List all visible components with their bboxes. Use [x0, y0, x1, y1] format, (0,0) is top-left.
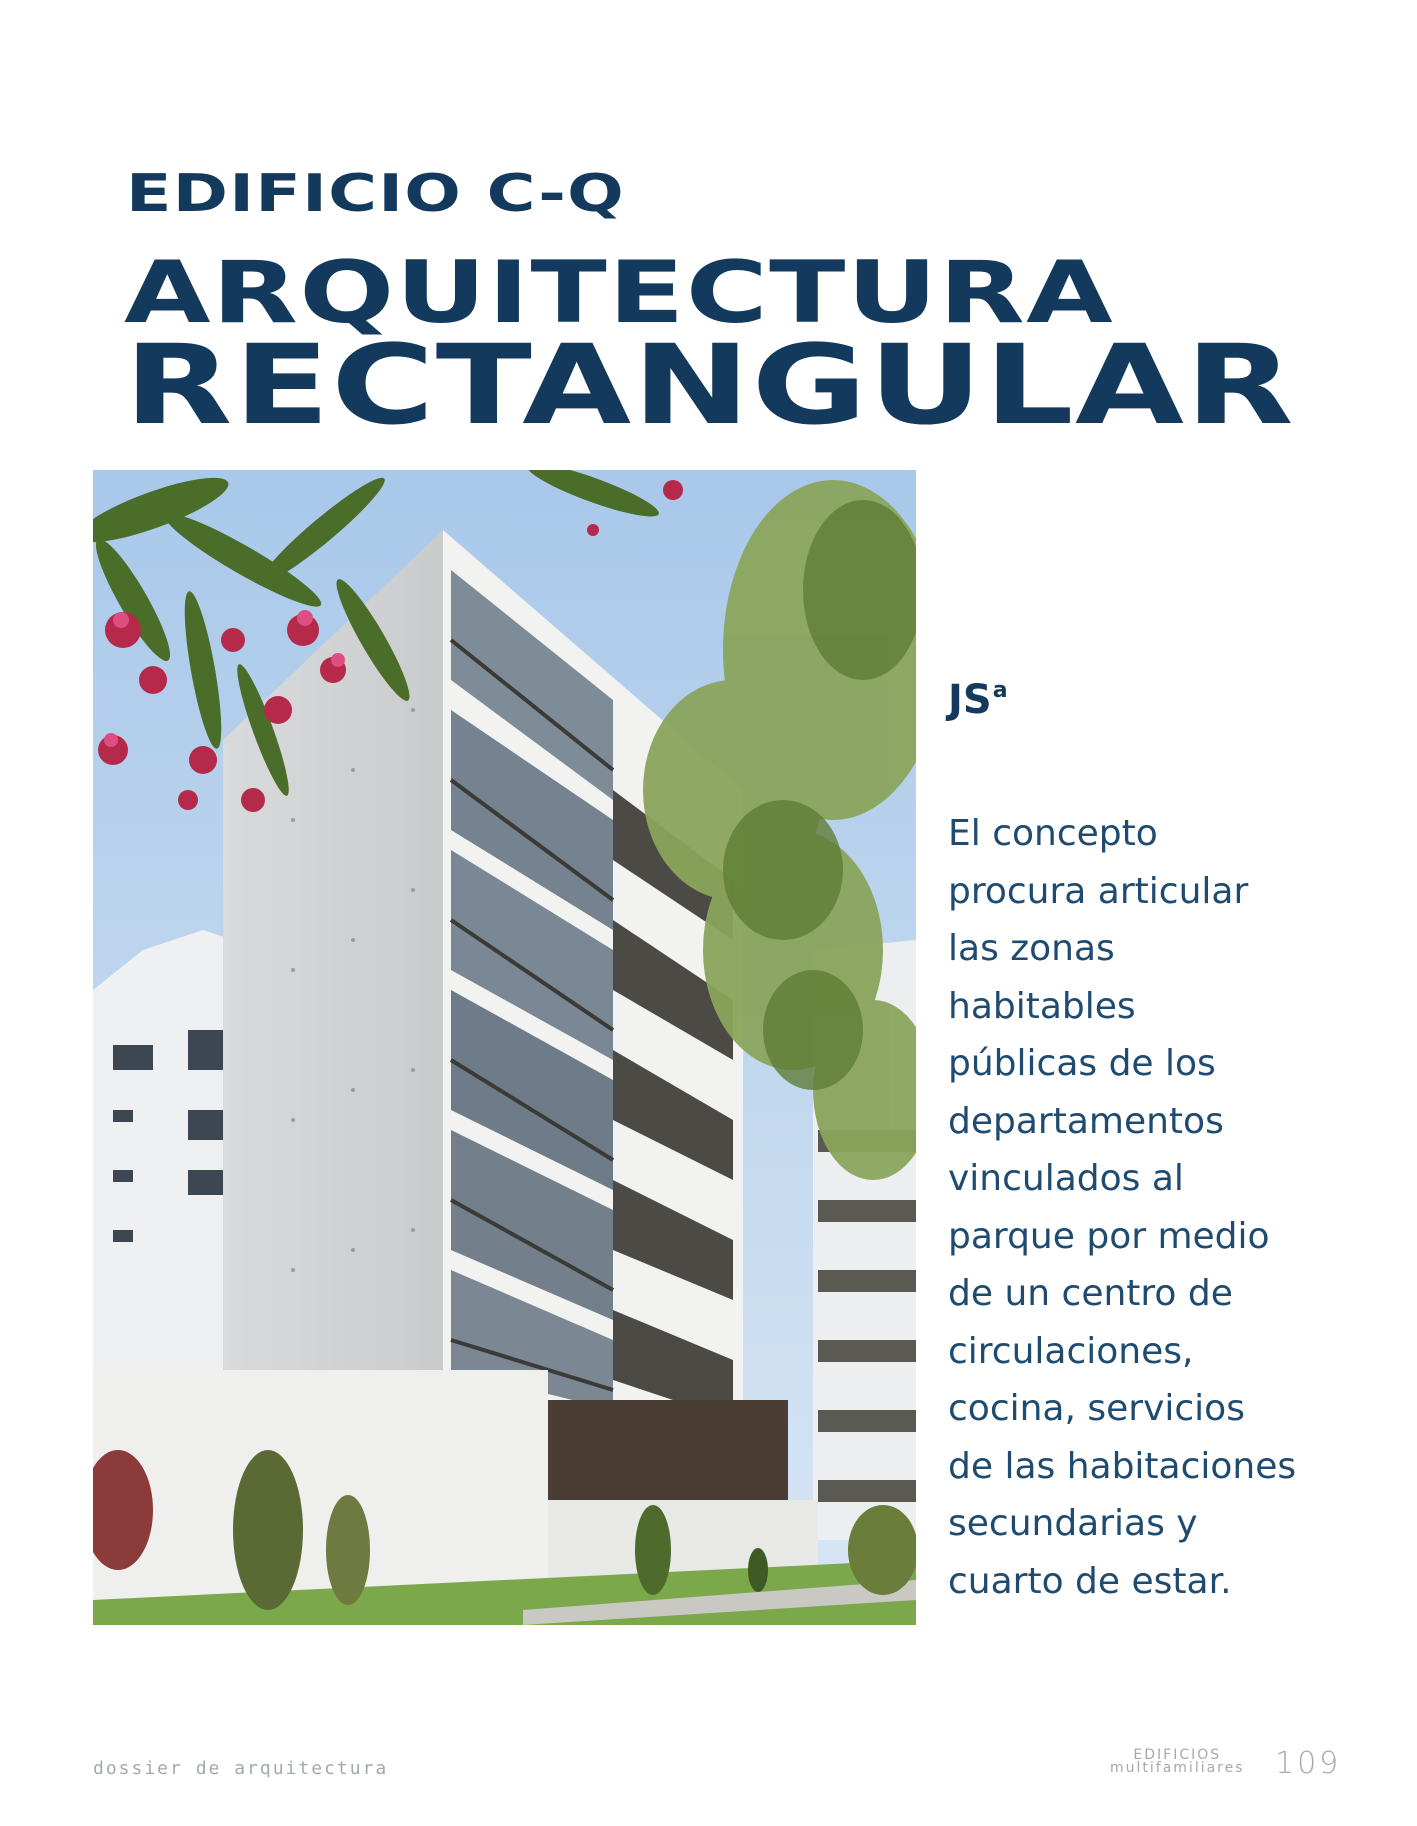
body-line: circulaciones,: [948, 1330, 1194, 1372]
body-line: secundarias y: [948, 1503, 1198, 1544]
body-line: El concepto: [948, 813, 1158, 854]
footer-section-line-1: EDIFICIOS: [1133, 1747, 1222, 1763]
body-line: públicas de los: [948, 1043, 1216, 1084]
author-superscript: a: [992, 678, 1008, 703]
author-name: JS: [948, 677, 992, 723]
article-kicker: EDIFICIO C-Q: [126, 164, 626, 224]
body-line: procura articular: [948, 870, 1249, 912]
page-number: 109: [1275, 1746, 1342, 1781]
body-paragraph: [948, 805, 1388, 1610]
footer-section-label: [1110, 1749, 1245, 1775]
body-line: de un centro de: [948, 1273, 1233, 1314]
body-line: cocina, servicios: [948, 1388, 1245, 1429]
body-line: de las habitaciones: [948, 1445, 1297, 1487]
author-credit: [948, 677, 1008, 723]
footer-publication-name: dossier de arquitectura: [93, 1758, 389, 1779]
body-line: vinculados al: [948, 1158, 1184, 1199]
body-line: parque por medio: [948, 1215, 1270, 1257]
body-line: habitables: [948, 985, 1136, 1027]
body-line: departamentos: [948, 1100, 1224, 1142]
article-title-line-1: ARQUITECTURA: [124, 243, 1114, 343]
article-title-line-2: RECTANGULAR: [124, 321, 1295, 449]
footer-section-line-2: multifamiliares: [1110, 1760, 1245, 1776]
building-photo: [93, 470, 916, 1625]
body-line: cuarto de estar.: [948, 1560, 1232, 1602]
body-line: las zonas: [948, 928, 1115, 969]
